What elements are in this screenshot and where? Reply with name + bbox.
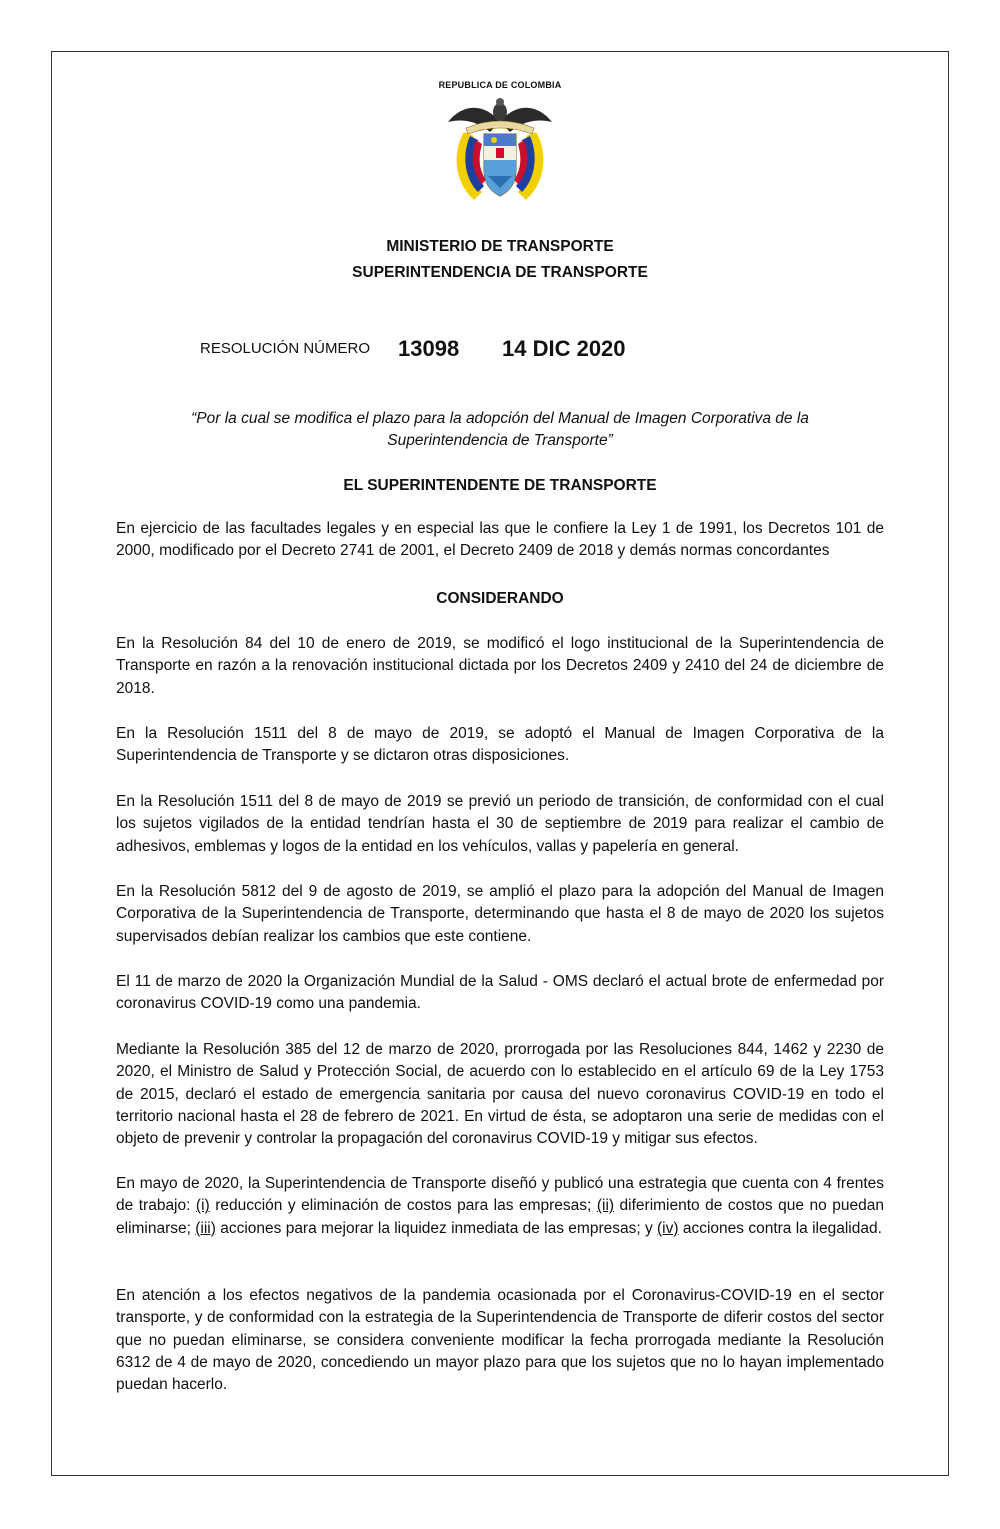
strategy-item-ii: diferimiento de costos que no puedan eliminarse; — [116, 1197, 884, 1237]
strategy-item-iii: acciones para mejorar la liquidez inmediata de las empresas; y — [215, 1219, 658, 1237]
country-heading: REPUBLICA DE COLOMBIA — [438, 80, 562, 90]
paragraph-resolution-84: En la Resolución 84 del 10 de enero de 2019, se modificó el logo institucional de la Superintendencia de Transporte en razón a la renovación institucional dictada por los Decretos 2409 y 2410 del 24 de diciembre de 2018. — [116, 635, 884, 697]
considerando-heading: CONSIDERANDO — [436, 590, 564, 607]
paragraph-strategy — [116, 1173, 884, 1240]
superintendency-name: SUPERINTENDENCIA DE TRANSPORTE — [352, 264, 648, 281]
strategy-intro: En mayo de 2020, la Superintendencia de Transporte diseñó y publicó una estrategia que cuenta con 4 frentes de trabajo: — [116, 1175, 884, 1215]
subject-line-1: “Por la cual se modifica el plazo para la adopción del Manual de Imagen Corporativa de la — [191, 410, 809, 427]
strategy-mark-ii: (ii) — [596, 1197, 615, 1215]
resolution-number: 13098 — [398, 336, 460, 361]
strategy-item-i: reducción y eliminación de costos para las empresas; — [209, 1197, 597, 1215]
subject-line-2: Superintendencia de Transporte” — [387, 432, 613, 449]
strategy-mark-iii: (iii) — [195, 1219, 216, 1237]
authority-title: EL SUPERINTENDENTE DE TRANSPORTE — [343, 477, 657, 494]
paragraph-pandemic-declaration: El 11 de marzo de 2020 la Organización Mundial de la Salud - OMS declaró el actual brote de enfermedad por coronavirus COVID-19 como una pandemia. — [116, 973, 884, 1013]
paragraph-final-considerations: En atención a los efectos negativos de la pandemia ocasionada por el Coronavirus-COVID-19 en el sector transporte, y de conformidad con la estrategia de la Superintendencia de Transporte de diferir costos del sector que no puedan eliminarse, se considera conveniente modificar la fecha prorrogada mediante la Resolución 6312 de 4 de mayo de 2020, concediendo un mayor plazo para que los sujetos que no lo hayan implementado puedan hacerlo. — [116, 1287, 884, 1394]
paragraph-resolution-5812: En la Resolución 5812 del 9 de agosto de 2019, se amplió el plazo para la adopción del Manual de Imagen Corporativa de la Superintendencia de Transporte, determinando que hasta el 8 de mayo de 2020 los sujetos supervisados debían realizar los cambios que este contiene. — [116, 883, 884, 945]
ministry-name: MINISTERIO DE TRANSPORTE — [386, 238, 614, 255]
paragraph-transition-period: En la Resolución 1511 del 8 de mayo de 2019 se previó un periodo de transición, de conformidad con el cual los sujetos vigilados de la entidad tendrían hasta el 30 de septiembre de 2019 para realizar el cambio de adhesivos, emblemas y logos de la entidad en los vehículos, vallas y papelería en general. — [116, 793, 884, 855]
issuing-authority-heading — [0, 234, 1000, 286]
strategy-item-iv: acciones contra la ilegalidad. — [678, 1219, 882, 1237]
paragraph-sanitary-emergency: Mediante la Resolución 385 del 12 de marzo de 2020, prorrogada por las Resoluciones 844, 1462 y 2230 de 2020, el Ministro de Salud y Protección Social, de acuerdo con lo establecido en el artículo 69 de la Ley 1753 de 2015, declaró el estado de emergencia sanitaria por causa del nuevo coronavirus COVID-19 en todo el territorio nacional hasta el 28 de febrero de 2021. En virtud de ésta, se adoptaron una serie de medidas con el objeto de prevenir y controlar la propagación del coronavirus COVID-19 y mitigar sus efectos. — [116, 1041, 884, 1148]
preamble-paragraph: En ejercicio de las facultades legales y en especial las que le confiere la Ley 1 de 1991, los Decretos 101 de 2000, modificado por el Decreto 2741 de 2001, el Decreto 2409 de 2018 y demás normas concordantes — [116, 520, 884, 560]
coat-of-arms-icon — [444, 92, 556, 208]
resolution-label: RESOLUCIÓN NÚMERO — [200, 340, 371, 357]
resolution-header — [200, 336, 900, 366]
paragraph-resolution-1511-adoption: En la Resolución 1511 del 8 de mayo de 2019, se adoptó el Manual de Imagen Corporativa de la Superintendencia de Transporte y se dictaron otras disposiciones. — [116, 725, 884, 765]
strategy-mark-i: (i) — [195, 1197, 210, 1215]
strategy-mark-iv: (iv) — [657, 1219, 679, 1237]
resolution-subject — [100, 408, 900, 452]
resolution-date: 14 DIC 2020 — [502, 336, 626, 361]
